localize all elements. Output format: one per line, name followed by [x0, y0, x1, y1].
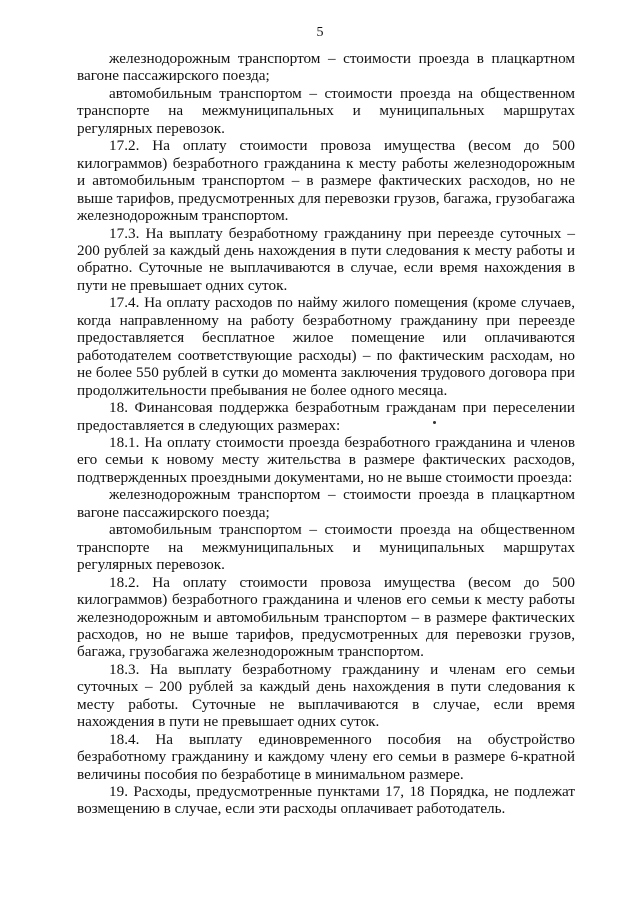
paragraph-17-2: 17.2. На оплату стоимости провоза имущества (весом до 500 килограммов) безработного гражданина к месту работы железнодорожным и автомобильным транспортом – в размере фактических расходов, но не выше тарифов, предусмотренных для перевозки грузов, багажа, грузобагажа железнодорожным транспортом.: [77, 137, 575, 225]
paragraph-18-1-rail: железнодорожным транспортом – стоимости проезда в плацкартном вагоне пассажирского поезда;: [77, 486, 575, 521]
document-body: [77, 50, 575, 818]
paragraph-18-1: 18.1. На оплату стоимости проезда безработного гражданина и членов его семьи к новому месту жительства в размере фактических расходов, подтвержденных проездными документами, но не выше стоимости проезда:: [77, 433, 575, 486]
paragraph-19: 19. Расходы, предусмотренные пунктами 17, 18 Порядка, не подлежат возмещению в случае, если эти расходы оплачивает работодатель.: [77, 783, 575, 818]
paragraph-18: 18. Финансовая поддержка безработным гражданам при переселении предоставляется в следующих размерах:: [77, 399, 575, 434]
paragraph-18-3: 18.3. На выплату безработному гражданину и членам его семьи суточных – 200 рублей за каждый день нахождения в пути следования к месту работы. Суточные не выплачиваются в случае, если время нахождения в пути не превышает одних суток.: [77, 660, 575, 731]
paragraph-17-3: 17.3. На выплату безработному гражданину при переезде суточных – 200 рублей за каждый день нахождения в пути следования к месту работы и обратно. Суточные не выплачиваются в случае, если время нахождения в пути не превышает одних суток.: [77, 224, 575, 294]
paragraph-rail-transport-cost: железнодорожным транспортом – стоимости проезда в плацкартном вагоне пассажирского поезда;: [77, 50, 575, 85]
paragraph-18-4: 18.4. На выплату единовременного пособия на обустройство безработному гражданину и каждому члену его семьи в размере 6-кратной величины пособия по безработице в минимальном размере.: [77, 730, 575, 783]
paragraph-18-2: 18.2. На оплату стоимости провоза имущества (весом до 500 килограммов) безработного гражданина и членов его семьи к месту работы железнодорожным и автомобильным транспортом – в размере фактических расходов, но не выше тарифов, предусмотренных для перевозки грузов, багажа, грузобагажа железнодорожным транспортом.: [77, 573, 575, 661]
paragraph-18-1-road: автомобильным транспортом – стоимости проезда на общественном транспорте на межмуниципальных и муниципальных маршрутах регулярных перевозок.: [77, 521, 575, 574]
page-number: 5: [316, 25, 324, 40]
stray-ink-dot: [433, 421, 436, 424]
paragraph-17-4: 17.4. На оплату расходов по найму жилого помещения (кроме случаев, когда направленному на работу безработному гражданину при переезде предоставляется бесплатное жилое помещение или оплачиваются работодателем соответствующие расходы) – по фактическим расходам, но не более 550 рублей в сутки до момента заключения трудового договора при продолжительности пребывания не более одного месяца.: [77, 294, 575, 399]
paragraph-road-transport-cost: автомобильным транспортом – стоимости проезда на общественном транспорте на межмуниципальных и муниципальных маршрутах регулярных перевозок.: [77, 84, 575, 137]
